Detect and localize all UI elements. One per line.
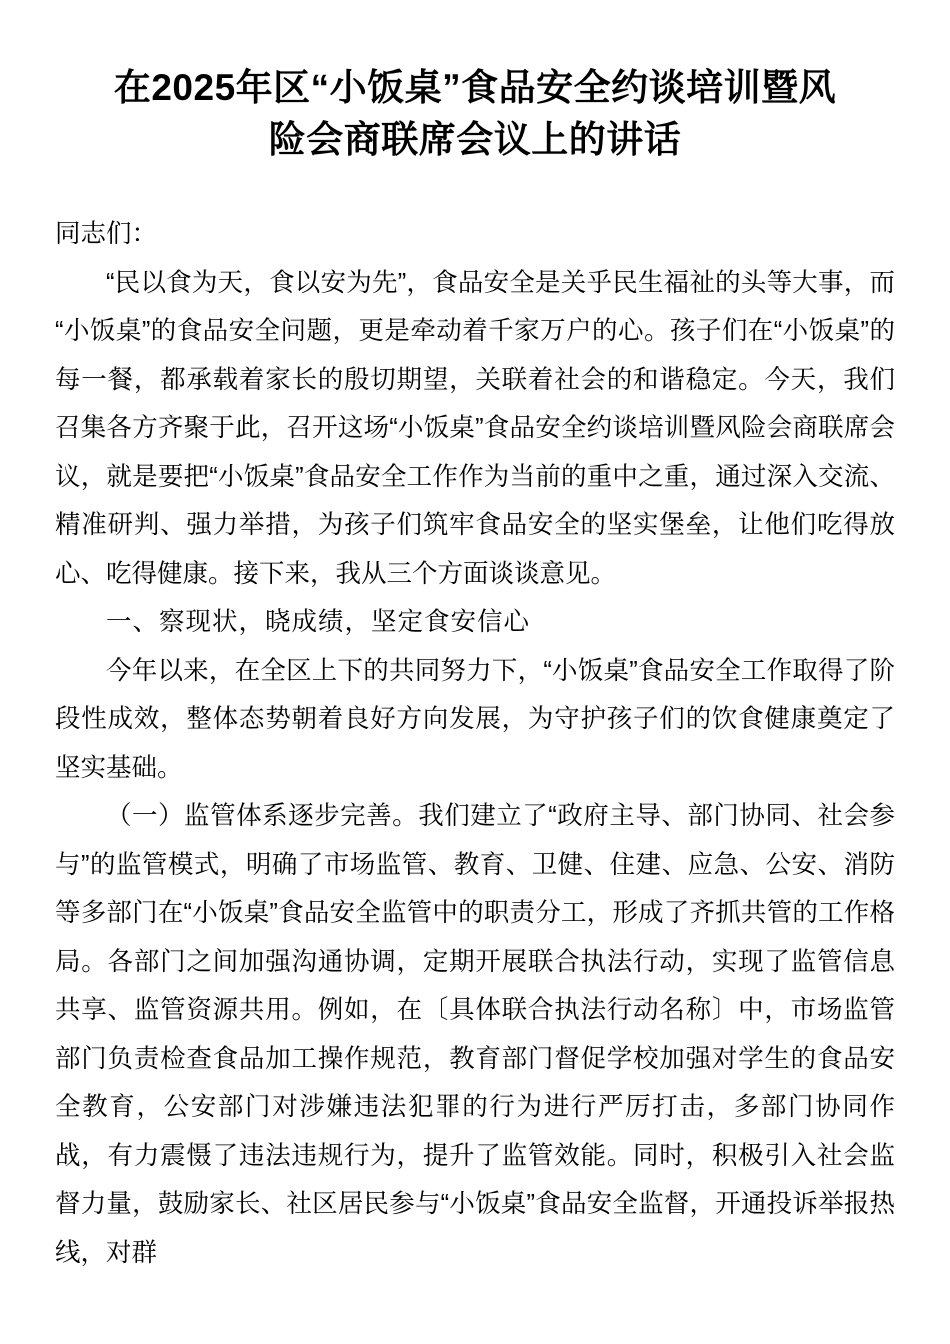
document-body	[0, 210, 950, 1277]
page-title: 在2025年区“小饭桌”食品安全约谈培训暨风险会商联席会议上的讲话	[113, 67, 837, 160]
paragraph-opening: “民以食为天，食以安为先”，食品安全是关乎民生福祉的头等大事，而“小饭桌”的食品安全问题，更是牵动着千家万户的心。孩子们在“小饭桌”的每一餐，都承载着家长的殷切期望，关联着社会的和谐稳定。今天，我们召集各方齐聚于此，召开这场“小饭桌”食品安全约谈培训暨风险会商联席会议，就是要把“小饭桌”食品安全工作作为当前的重中之重，通过深入交流、精准研判、强力举措，为孩子们筑牢食品安全的坚实堡垒，让他们吃得放心、吃得健康。接下来，我从三个方面谈谈意见。	[55, 268, 895, 588]
paragraph-section-one-intro: 今年以来，在全区上下的共同努力下，“小饭桌”食品安全工作取得了阶段性成效，整体态势朝着良好方向发展，为守护孩子们的饮食健康奠定了坚实基础。	[55, 656, 895, 782]
section-heading-one: 一、察现状，晓成绩，坚定食安信心	[106, 607, 531, 637]
salutation-line: 同志们：	[55, 220, 158, 248]
paragraph-subsection-one-one: （一）监管体系逐步完善。我们建立了“政府主导、部门协同、社会参与”的监管模式，明确了市场监管、教育、卫健、住建、应急、公安、消防等多部门在“小饭桌”食品安全监管中的职责分工，形成了齐抓共管的工作格局。各部门之间加强沟通协调，定期开展联合执法行动，实现了监管信息共享、监管资源共用。例如，在〔具体联合执法行动名称〕中，市场监管部门负责检查食品加工操作规范，教育部门督促学校加强对学生的食品安全教育，公安部门对涉嫌违法犯罪的行为进行严厉打击，多部门协同作战，有力震慑了违法违规行为，提升了监管效能。同时，积极引入社会监督力量，鼓励家长、社区居民参与“小饭桌”食品安全监督，开通投诉举报热线，对群	[55, 802, 895, 1267]
